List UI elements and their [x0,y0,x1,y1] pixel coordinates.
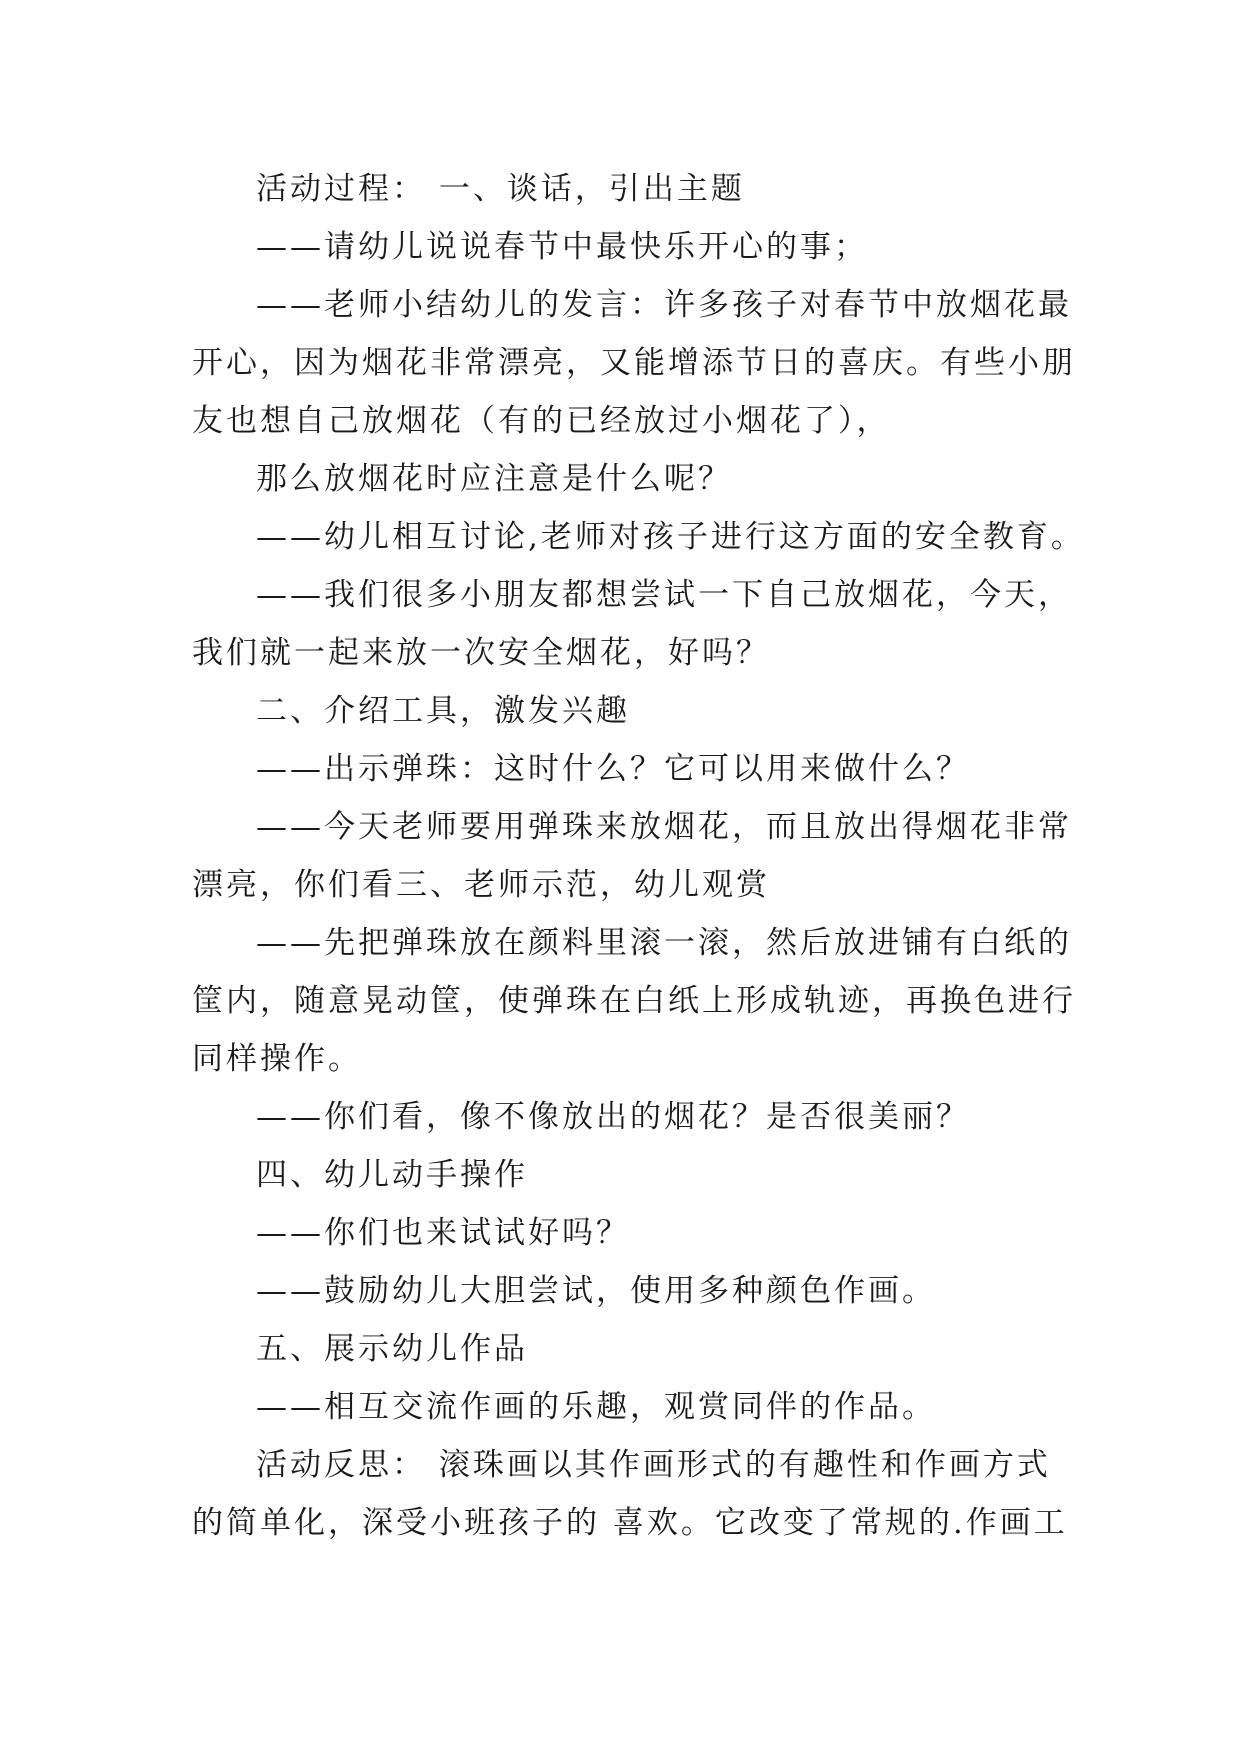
text-line: 友也想自己放烟花（有的已经放过小烟花了）， [192,403,891,439]
text-line: 我们就一起来放一次安全烟花，好吗？ [192,635,770,671]
text-line: 活动反思： 滚珠画以其作画形式的有趣性和作画方式 [256,1447,1051,1483]
text-line: ——出示弹珠：这时什么？它可以用来做什么？ [256,751,970,787]
text-line: ——今天老师要用弹珠来放烟花，而且放出得烟花非常 [256,809,1072,845]
text-line: 漂亮，你们看三、老师示范，幼儿观赏 [192,867,770,903]
text-line: ——请幼儿说说春节中最快乐开心的事； [256,229,868,265]
document-body [192,160,1085,1552]
text-line: ——相互交流作画的乐趣，观赏同伴的作品。 [256,1389,936,1425]
text-line: ——你们看，像不像放出的烟花？是否很美丽？ [256,1099,970,1135]
text-line: 活动过程： 一、谈话，引出主题 [256,171,745,207]
text-line: ——幼儿相互讨论,老师对孩子进行这方面的安全教育。 [256,519,1085,555]
text-line: ——你们也来试试好吗？ [256,1215,630,1251]
text-line: ——老师小结幼儿的发言：许多孩子对春节中放烟花最 [256,287,1072,323]
text-line: 的简单化，深受小班孩子的 喜欢。它改变了常规的.作画工 [192,1505,1068,1541]
text-line: 四、幼儿动手操作 [256,1157,528,1193]
text-line: 开心，因为烟花非常漂亮，又能增添节日的喜庆。有些小朋 [192,345,1076,381]
text-line: 五、展示幼儿作品 [256,1331,528,1367]
text-line: 筐内，随意晃动筐，使弹珠在白纸上形成轨迹，再换色进行 [192,983,1076,1019]
text-line: 那么放烟花时应注意是什么呢？ [256,461,732,497]
text-line: 同样操作。 [192,1041,362,1077]
text-line: 二、介绍工具，激发兴趣 [256,693,630,729]
text-line: ——鼓励幼儿大胆尝试，使用多种颜色作画。 [256,1273,936,1309]
text-line: ——我们很多小朋友都想尝试一下自己放烟花，今天， [256,577,1072,613]
text-line: ——先把弹珠放在颜料里滚一滚，然后放进铺有白纸的 [256,925,1072,961]
